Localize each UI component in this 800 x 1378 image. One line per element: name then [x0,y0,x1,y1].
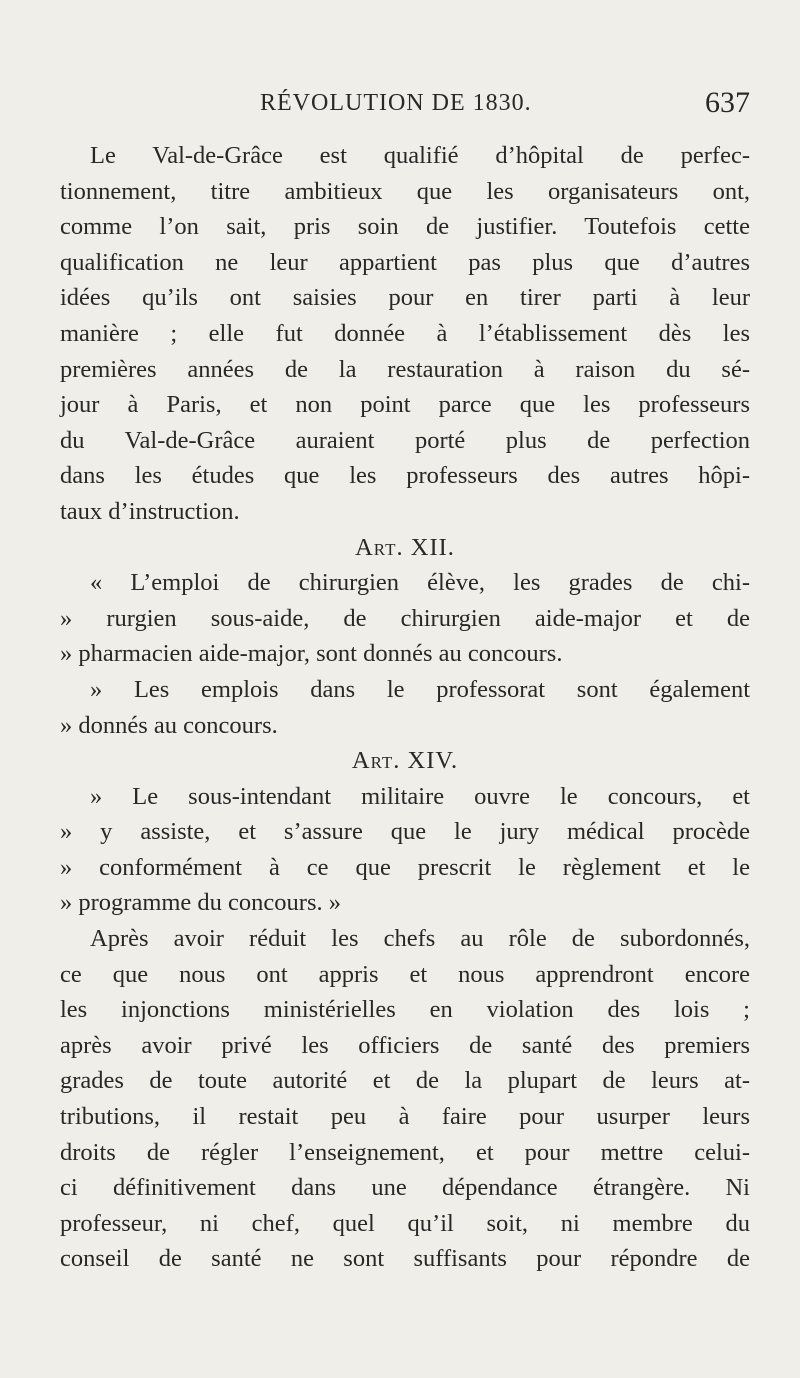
text-line: tionnement, titre ambitieux que les organisateurs ont, [60,177,750,205]
text-line: après avoir privé les officiers de santé des premiers [60,1031,750,1059]
text-line: droits de régler l’enseignement, et pour mettre celui- [60,1138,750,1166]
text-line: ci définitivement dans une dépendance étrangère. Ni [60,1174,750,1202]
body-text [60,138,750,1277]
text-line: Le Val-de-Grâce est qualifié d’hôpital de perfec- [90,142,750,169]
text-line: tributions, il restait peu à faire pour usurper leurs [60,1103,750,1131]
text-line: grades de toute autorité et de la plupart de leurs at- [60,1067,750,1095]
text-line: » conformément à ce que prescrit le règlement et le [60,853,750,881]
text-line: « L’emploi de chirurgien élève, les grades de chi- [90,569,750,597]
running-title: RÉVOLUTION DE 1830. [260,90,532,116]
text-line: du Val-de-Grâce auraient porté plus de perfection [60,426,750,454]
text-line: » pharmacien aide-major, sont donnés au concours. [60,640,563,668]
page-header [60,86,750,130]
text-line: qualification ne leur appartient pas plus que d’autres [60,248,750,276]
text-line: manière ; elle fut donnée à l’établissement dès les [60,319,750,347]
article-heading: Art. XII. [355,533,455,561]
text-line: » y assiste, et s’assure que le jury médical procède [60,818,750,846]
text-line: jour à Paris, et non point parce que les professeurs [60,391,750,419]
text-line: les injonctions ministérielles en violation des lois ; [60,996,750,1024]
text-line: ce que nous ont appris et nous apprendront encore [60,960,750,988]
text-line: professeur, ni chef, quel qu’il soit, ni membre du [60,1209,750,1237]
text-line: » Les emplois dans le professorat sont également [90,675,750,703]
text-line: conseil de santé ne sont suffisants pour répondre de [60,1245,750,1273]
text-line: » donnés au concours. [60,711,278,739]
text-line: » Le sous-intendant militaire ouvre le concours, et [90,782,750,810]
page-number: 637 [705,86,750,119]
text-line: dans les études que les professeurs des autres hôpi- [60,462,750,490]
article-heading: Art. XIV. [351,747,459,775]
text-line: » rurgien sous-aide, de chirurgien aide-major et de [60,604,750,632]
text-line: idées qu’ils ont saisies pour en tirer parti à leur [60,284,750,312]
text-line: Après avoir réduit les chefs au rôle de subordonnés, [90,925,750,953]
text-line: premières années de la restauration à raison du sé- [60,355,750,383]
text-line: comme l’on sait, pris soin de justifier. Toutefois cette [60,213,750,241]
text-line: » programme du concours. » [60,889,341,917]
text-line: taux d’instruction. [60,497,240,525]
